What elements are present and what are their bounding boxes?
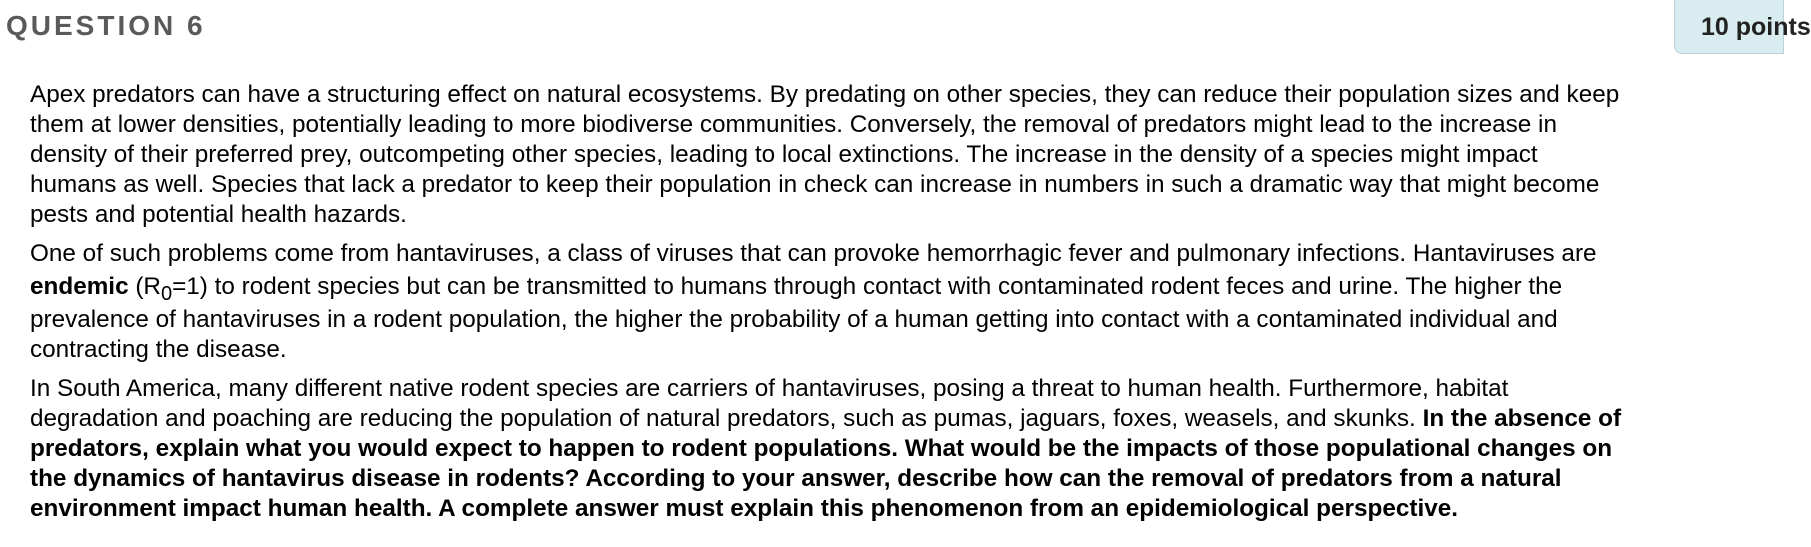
paragraph-line: pests and potential health hazards. bbox=[30, 201, 407, 228]
paragraph-line: them at lower densities, potentially leading to more biodiverse communities. Conversely, the removal of predators might lead to the increase in bbox=[30, 111, 1557, 138]
paragraph-line: density of their preferred prey, outcompeting other species, leading to local extinctions. The increase in the density of a species might impact bbox=[30, 141, 1538, 168]
paragraph-line: contracting the disease. bbox=[30, 336, 287, 363]
question-prompt-start: In the absence of bbox=[1422, 405, 1622, 432]
paragraph-line bbox=[30, 269, 1746, 305]
paragraph-line: One of such problems come from hantaviruses, a class of viruses that can provoke hemorrhagic fever and pulmonary infections. Hantaviruses are bbox=[30, 240, 1597, 267]
question-prompt-line: the dynamics of hantavirus disease in rodents? According to your answer, describe how can the removal of predators from a natural bbox=[30, 465, 1562, 492]
paragraph-hantavirus bbox=[30, 239, 1746, 365]
endemic-term: endemic bbox=[30, 273, 129, 300]
paragraph-line: In South America, many different native rodent species are carriers of hantaviruses, posing a threat to human health. Furthermore, habitat bbox=[30, 375, 1509, 402]
points-value: 10 points bbox=[1701, 13, 1811, 41]
paragraph-line: humans as well. Species that lack a predator to keep their population in check can increase in numbers in such a dramatic way that might become bbox=[30, 171, 1600, 198]
r0-rest: =1) to rodent species but can be transmitted to humans through contact with contaminated rodent feces and urine. The higher the bbox=[172, 273, 1563, 300]
r0-open: (R bbox=[128, 273, 161, 300]
points-badge bbox=[1674, 0, 1811, 54]
question-title: QUESTION 6 bbox=[6, 10, 206, 41]
paragraph-intro bbox=[30, 80, 1746, 230]
question-prompt-line: predators, explain what you would expect to happen to rodent populations. What would be the impacts of those populational changes on bbox=[30, 435, 1613, 462]
context-text: degradation and poaching are reducing the population of natural predators, such as pumas, jaguars, foxes, weasels, and skunks. bbox=[30, 405, 1423, 432]
r0-subscript: 0 bbox=[160, 283, 173, 305]
question-body bbox=[30, 80, 1746, 533]
paragraph-line bbox=[30, 404, 1746, 434]
question-prompt-line: environment impact human health. A complete answer must explain this phenomenon from an epidemiological perspective. bbox=[30, 495, 1458, 522]
paragraph-question-prompt bbox=[30, 374, 1746, 524]
paragraph-line: Apex predators can have a structuring effect on natural ecosystems. By predating on other species, they can reduce their population sizes and keep bbox=[30, 81, 1620, 108]
paragraph-line: prevalence of hantaviruses in a rodent population, the higher the probability of a human getting into contact with a contaminated individual and bbox=[30, 306, 1558, 333]
question-header bbox=[0, 0, 1811, 62]
